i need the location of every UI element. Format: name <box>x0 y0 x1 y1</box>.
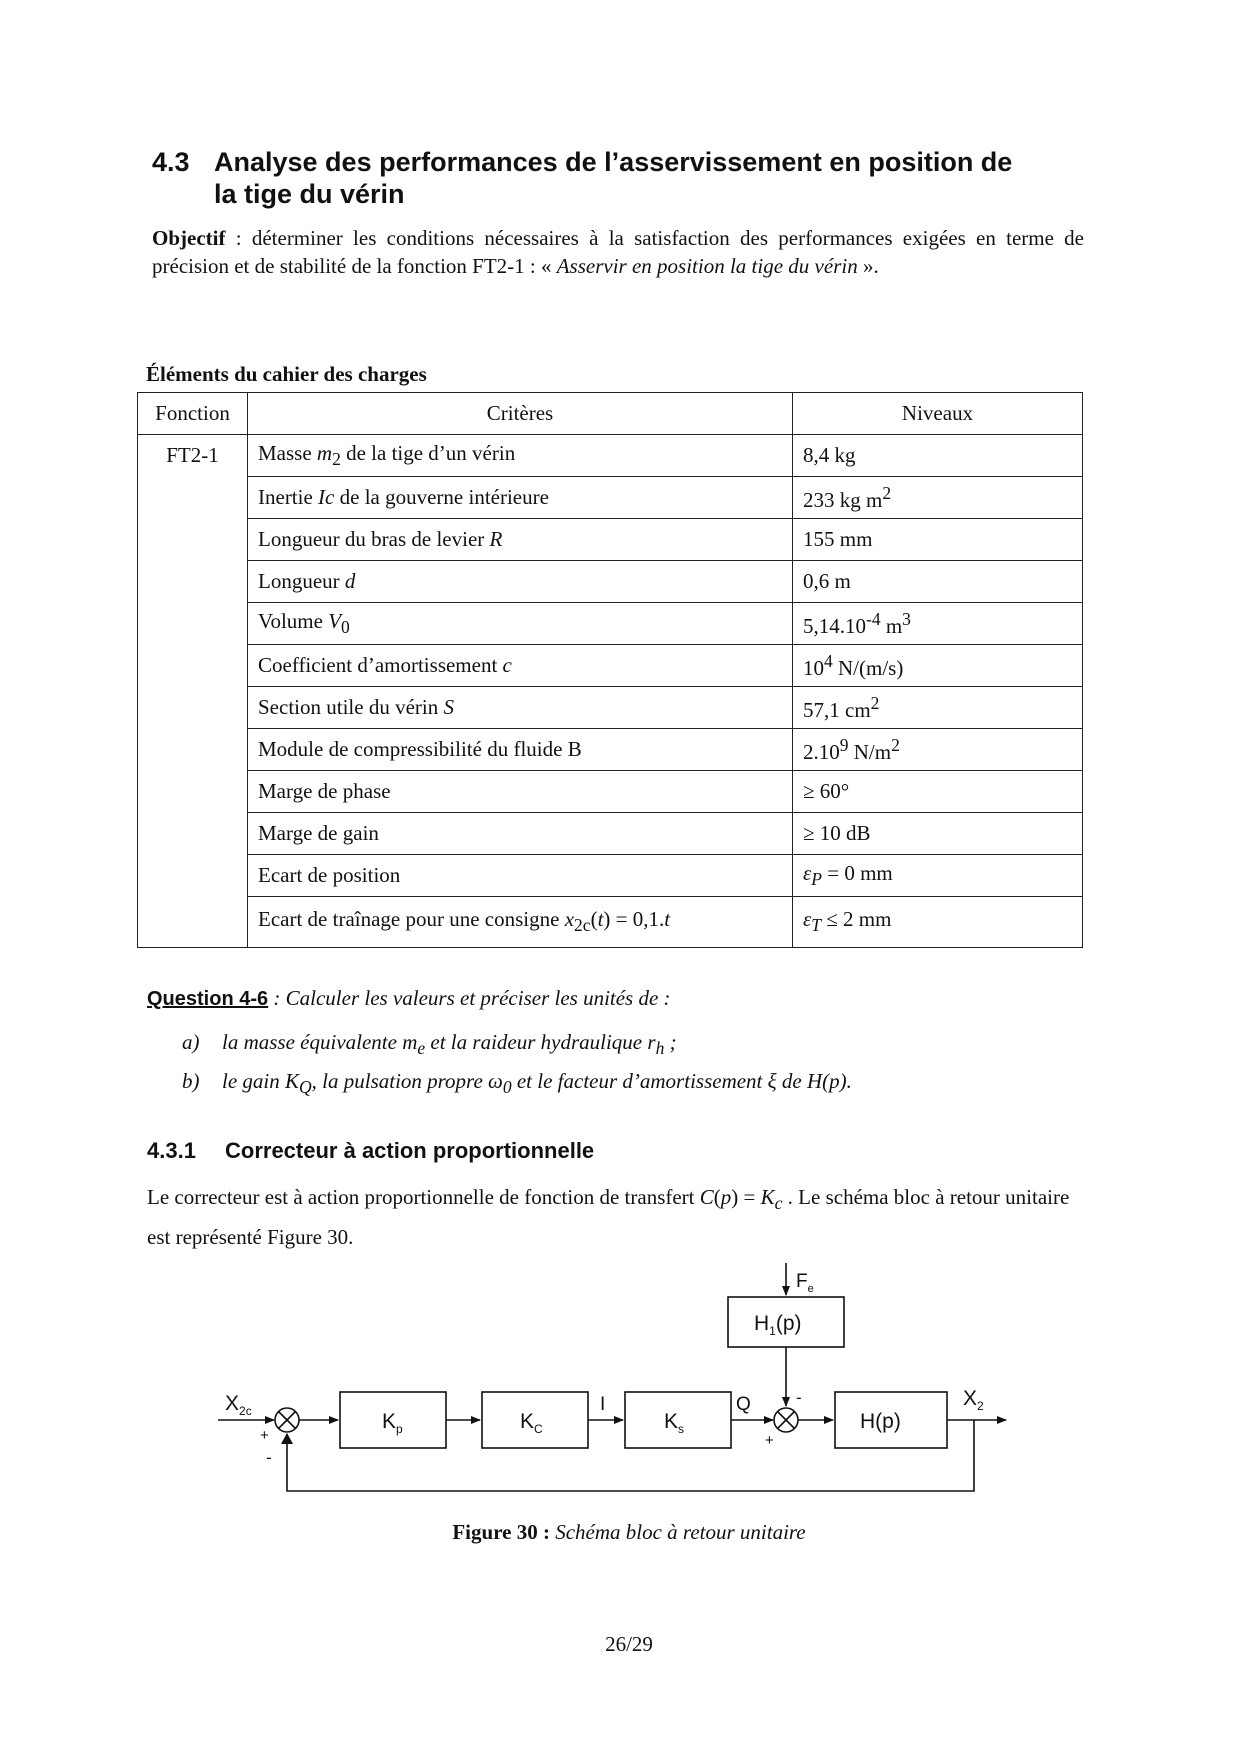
table-row <box>138 729 1083 771</box>
header-fonction: Fonction <box>138 393 248 435</box>
junction2-minus: - <box>796 1388 802 1407</box>
signal-i: I <box>600 1394 606 1415</box>
table-body <box>138 435 1083 948</box>
question-item-text: le gain $K_Q$, la pulsation propre $\omega_0$ et le facteur d’amortissement ξ de H(p). <box>222 1069 852 1098</box>
criterion-cell: Module de compressibilité du fluide B <box>248 729 793 771</box>
criterion-cell: Ecart de position <box>248 855 793 897</box>
level-cell: 233 kg $m^2$ <box>793 477 1083 519</box>
table-row <box>138 687 1083 729</box>
level-cell: 57,1 $cm^2$ <box>793 687 1083 729</box>
objective-paragraph <box>152 224 1084 280</box>
table-row <box>138 813 1083 855</box>
level-cell: $10^4$ N/(m/s) <box>793 645 1083 687</box>
level-cell: $\varepsilon_P = 0$ mm <box>793 855 1083 897</box>
question-item-label: a) <box>182 1030 200 1054</box>
question-label: Question 4-6 <box>147 988 269 1010</box>
disturbance-label: $F_e$ <box>796 1271 814 1295</box>
summing-junction-1 <box>275 1408 299 1432</box>
page-number: 26/29 <box>605 1632 653 1656</box>
table-row <box>138 645 1083 687</box>
criterion-cell: Section utile du vérin S <box>248 687 793 729</box>
question-item-a <box>182 1030 677 1059</box>
table-header-row <box>138 393 1083 435</box>
junction1-plus: + <box>260 1427 269 1444</box>
block-ks-label: $K_s$ <box>664 1410 685 1436</box>
objective-end: ». <box>857 254 879 278</box>
table-title: Éléments du cahier des charges <box>146 362 427 386</box>
criterion-cell: Marge de phase <box>248 771 793 813</box>
table-row <box>138 435 1083 477</box>
criterion-cell: Masse $m_2$ de la tige d’un vérin <box>248 435 793 477</box>
subsection-title-text: Correcteur à action proportionnelle <box>225 1138 595 1163</box>
table-row <box>138 477 1083 519</box>
criterion-cell: Longueur d <box>248 561 793 603</box>
block-kp-label: $K_p$ <box>382 1410 403 1436</box>
level-cell: $\varepsilon_T \le 2$ mm <box>793 897 1083 948</box>
table-row <box>138 771 1083 813</box>
level-cell: 8,4 kg <box>793 435 1083 477</box>
block-kc <box>482 1392 588 1448</box>
level-cell: $5,14.10^{-4}$ $m^3$ <box>793 603 1083 645</box>
caption-label: Figure 30 : <box>452 1520 550 1544</box>
question-item-label: b) <box>182 1069 200 1093</box>
question-item-text: la masse équivalente $m_e$ et la raideur hydraulique $r_h$ ; <box>222 1030 677 1059</box>
caption-text: Schéma bloc à retour unitaire <box>549 1520 806 1544</box>
level-cell: 0,6 m <box>793 561 1083 603</box>
question-item-b <box>182 1069 852 1098</box>
criterion-cell: Marge de gain <box>248 813 793 855</box>
table-row <box>138 603 1083 645</box>
criterion-cell: Longueur du bras de levier R <box>248 519 793 561</box>
input-label: $X_{2c}$ <box>225 1392 252 1418</box>
signal-q: Q <box>736 1394 751 1415</box>
section-title-line1: Analyse des performances de l’asservissement en position de <box>214 147 1013 177</box>
level-cell: 2.10$^9$ $N/m^2$ <box>793 729 1083 771</box>
block-h-label: H(p) <box>860 1410 901 1433</box>
table-row <box>138 897 1083 948</box>
table-row <box>138 561 1083 603</box>
objective-label: Objectif <box>152 226 226 250</box>
table-row <box>138 519 1083 561</box>
table-row <box>138 855 1083 897</box>
specifications-table <box>137 392 1083 948</box>
output-label: $X_2$ <box>963 1387 984 1413</box>
block-kc-label: $K_C$ <box>520 1410 543 1436</box>
subsection-title <box>147 1138 594 1164</box>
summing-junction-2 <box>774 1408 798 1432</box>
junction2-plus: + <box>765 1432 774 1449</box>
header-niveaux: Niveaux <box>793 393 1083 435</box>
criterion-cell: Ecart de traînage pour une consigne $x_{2c}(t) = 0,1.t$ <box>248 897 793 948</box>
objective-text: : déterminer les conditions nécessaires à la satisfaction des performances exigées en terme de précision et de stabilité de la fonction FT2-1 : « <box>152 226 1084 278</box>
header-criteres: Critères <box>248 393 793 435</box>
block-diagram <box>200 1255 1040 1505</box>
body-paragraph: Le correcteur est à action proportionnelle de fonction de transfert $C(p) = K_c$ . Le schéma bloc à retour unitaire est représenté Figure 30. <box>147 1185 1070 1250</box>
objective-italic: Asservir en position la tige du vérin <box>556 254 858 278</box>
section-title <box>152 146 1112 210</box>
function-cell: FT2-1 <box>138 435 248 948</box>
criterion-cell: Coefficient d’amortissement c <box>248 645 793 687</box>
section-number: 4.3 <box>152 147 190 177</box>
section-title-line2: la tige du vérin <box>214 179 405 209</box>
question-4-6 <box>147 986 671 1011</box>
criterion-cell: Volume $V_0$ <box>248 603 793 645</box>
question-intro: : Calculer les valeurs et préciser les unités de : <box>268 986 671 1010</box>
level-cell: ≥ 10 dB <box>793 813 1083 855</box>
figure-caption <box>0 1520 1258 1545</box>
subsection-number: 4.3.1 <box>147 1138 196 1163</box>
level-cell: ≥ 60° <box>793 771 1083 813</box>
level-cell: 155 mm <box>793 519 1083 561</box>
block-h1-label: $H_1(p)$ <box>754 1312 802 1338</box>
junction1-minus: - <box>266 1448 272 1467</box>
criterion-cell: Inertie Ic de la gouverne intérieure <box>248 477 793 519</box>
